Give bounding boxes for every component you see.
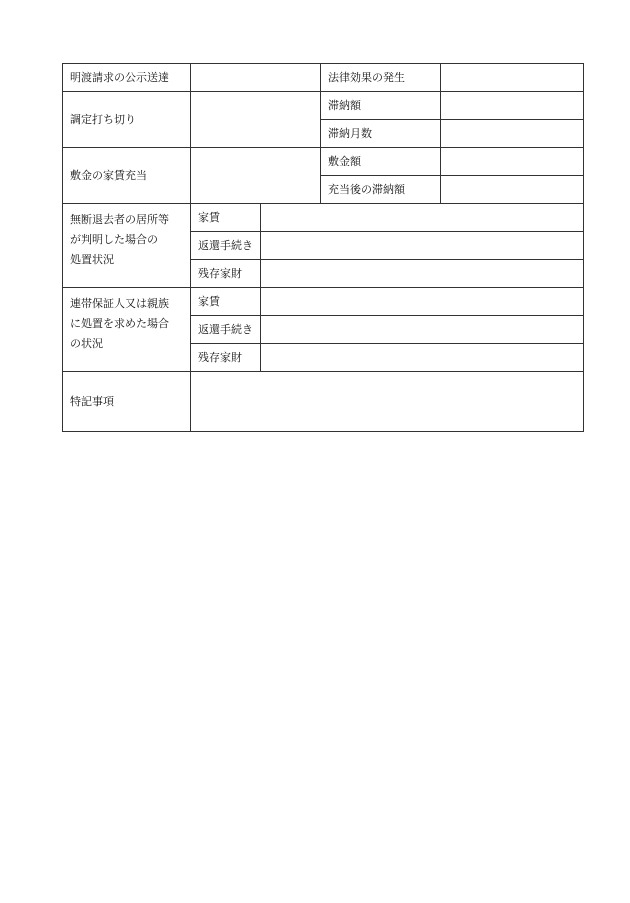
absconded-label-line-3: 処置状況 — [70, 253, 114, 266]
arrears-amount-value[interactable] — [441, 92, 584, 120]
remarks-label: 特記事項 — [63, 372, 191, 432]
absconded-rent-value[interactable] — [261, 204, 584, 232]
deposit-amount-value[interactable] — [441, 148, 584, 176]
absconded-rent-label: 家賃 — [191, 204, 261, 232]
arrears-months-value[interactable] — [441, 120, 584, 148]
after-appropriation-label: 充当後の滞納額 — [321, 176, 441, 204]
row-guarantor-1 — [63, 288, 584, 316]
row-absconded-1 — [63, 204, 584, 232]
absconded-found-label — [63, 204, 191, 288]
row-deposit-1 — [63, 148, 584, 176]
absconded-property-label: 残存家財 — [191, 260, 261, 288]
absconded-return-label: 返還手続き — [191, 232, 261, 260]
guarantor-label-line-2: に処置を求めた場合 — [70, 317, 169, 330]
arrears-amount-label: 滞納額 — [321, 92, 441, 120]
rent-cutoff-value[interactable] — [191, 92, 321, 148]
disposition-form-table — [62, 63, 584, 432]
public-notice-value[interactable] — [191, 64, 321, 92]
guarantor-property-value[interactable] — [261, 344, 584, 372]
remarks-value[interactable] — [191, 372, 584, 432]
row-rent-cutoff-1 — [63, 92, 584, 120]
guarantor-return-value[interactable] — [261, 316, 584, 344]
guarantor-label-line-1: 連帯保証人又は親族 — [70, 297, 169, 310]
deposit-amount-label: 敷金額 — [321, 148, 441, 176]
guarantor-property-label: 残存家財 — [191, 344, 261, 372]
guarantor-return-label: 返還手続き — [191, 316, 261, 344]
legal-effect-label: 法律効果の発生 — [321, 64, 441, 92]
guarantor-label — [63, 288, 191, 372]
guarantor-rent-label: 家賃 — [191, 288, 261, 316]
guarantor-rent-value[interactable] — [261, 288, 584, 316]
absconded-label-line-2: が判明した場合の — [70, 233, 158, 246]
absconded-label-line-1: 無断退去者の居所等 — [70, 213, 169, 226]
guarantor-label-line-3: の状況 — [70, 337, 103, 350]
public-notice-label: 明渡請求の公示送達 — [63, 64, 191, 92]
row-remarks — [63, 372, 584, 432]
absconded-property-value[interactable] — [261, 260, 584, 288]
arrears-months-label: 滞納月数 — [321, 120, 441, 148]
row-public-notice — [63, 64, 584, 92]
legal-effect-value[interactable] — [441, 64, 584, 92]
deposit-rent-label: 敷金の家賃充当 — [63, 148, 191, 204]
absconded-return-value[interactable] — [261, 232, 584, 260]
rent-cutoff-label: 調定打ち切り — [63, 92, 191, 148]
deposit-rent-value[interactable] — [191, 148, 321, 204]
after-appropriation-value[interactable] — [441, 176, 584, 204]
